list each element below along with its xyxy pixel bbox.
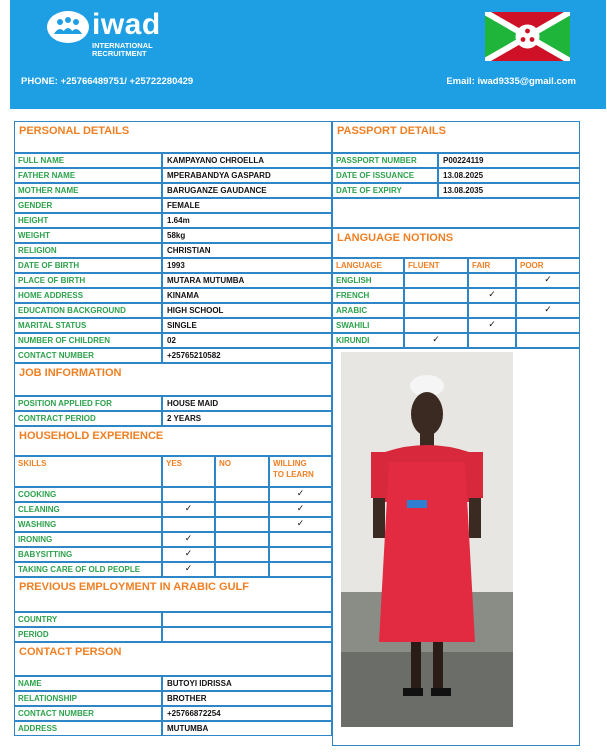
contact-value bbox=[162, 691, 332, 706]
personal-label-text: FULL NAME bbox=[18, 156, 65, 165]
passport-value-text: 13.08.2025 bbox=[443, 171, 484, 180]
header-banner bbox=[10, 0, 606, 109]
contact-label bbox=[14, 721, 162, 736]
personal-value-text: CHRISTIAN bbox=[167, 246, 211, 255]
previous-label-text: PERIOD bbox=[18, 630, 49, 639]
language-poor bbox=[516, 303, 580, 318]
language-column-header-text: FLUENT bbox=[408, 261, 440, 270]
skill-willing bbox=[269, 562, 332, 577]
language-column-header bbox=[404, 258, 468, 273]
language-name bbox=[332, 303, 404, 318]
personal-value-text: MUTARA MUTUMBA bbox=[167, 276, 245, 285]
language-name bbox=[332, 333, 404, 348]
language-name-text: SWAHILI bbox=[336, 321, 370, 330]
skill-willing bbox=[269, 487, 332, 502]
language-poor bbox=[516, 288, 580, 303]
household-experience-heading-text: HOUSEHOLD EXPERIENCE bbox=[19, 430, 164, 442]
personal-label bbox=[14, 198, 162, 213]
language-fluent bbox=[404, 333, 468, 348]
email-address: Email: iwad9335@gmail.com bbox=[446, 76, 576, 87]
language-fair-text: ✓ bbox=[488, 319, 496, 329]
language-fair bbox=[468, 303, 516, 318]
passport-details-heading bbox=[332, 121, 580, 153]
skill-label-text: CLEANING bbox=[18, 505, 60, 514]
skill-label bbox=[14, 562, 162, 577]
skill-no bbox=[215, 532, 269, 547]
passport-value bbox=[438, 183, 580, 198]
previous-value-text bbox=[163, 613, 331, 615]
skill-no bbox=[215, 547, 269, 562]
skill-willing bbox=[269, 517, 332, 532]
personal-value bbox=[162, 333, 332, 348]
personal-label-text: MOTHER NAME bbox=[18, 186, 79, 195]
no-header-text: NO bbox=[219, 459, 231, 468]
skill-label-text: TAKING CARE OF OLD PEOPLE bbox=[18, 565, 141, 574]
personal-value bbox=[162, 153, 332, 168]
personal-value-text: KINAMA bbox=[167, 291, 199, 300]
language-name-text: KIRUNDI bbox=[336, 336, 370, 345]
previous-employment-heading-text: PREVIOUS EMPLOYMENT IN ARABIC GULF bbox=[19, 581, 249, 593]
job-value-text: HOUSE MAID bbox=[167, 399, 219, 408]
personal-value-text: 1993 bbox=[167, 261, 185, 270]
language-name-text: ARABIC bbox=[336, 306, 368, 315]
contact-value-text: +25766872254 bbox=[167, 709, 221, 718]
personal-label bbox=[14, 168, 162, 183]
language-poor bbox=[516, 333, 580, 348]
blank-cell bbox=[332, 198, 580, 228]
personal-label bbox=[14, 348, 162, 363]
personal-label-text: NUMBER OF CHILDREN bbox=[18, 336, 110, 345]
logo-people-icon bbox=[46, 10, 90, 44]
language-fluent-text: ✓ bbox=[432, 334, 440, 344]
personal-value bbox=[162, 303, 332, 318]
skill-yes bbox=[162, 502, 215, 517]
contact-person-heading-text: CONTACT PERSON bbox=[19, 646, 122, 658]
previous-label-text: COUNTRY bbox=[18, 615, 58, 624]
personal-value bbox=[162, 243, 332, 258]
passport-details-heading-text: PASSPORT DETAILS bbox=[337, 125, 446, 137]
personal-label bbox=[14, 303, 162, 318]
language-fluent bbox=[404, 273, 468, 288]
skill-label-text: IRONING bbox=[18, 535, 53, 544]
language-name bbox=[332, 288, 404, 303]
skill-no bbox=[215, 502, 269, 517]
job-label bbox=[14, 411, 162, 426]
skill-label bbox=[14, 517, 162, 532]
previous-value bbox=[162, 627, 332, 642]
language-fair bbox=[468, 288, 516, 303]
yes-header bbox=[162, 456, 215, 487]
personal-value-text: SINGLE bbox=[167, 321, 197, 330]
language-fluent bbox=[404, 288, 468, 303]
personal-label-text: MARITAL STATUS bbox=[18, 321, 87, 330]
skill-label bbox=[14, 502, 162, 517]
contact-label-text: NAME bbox=[18, 679, 42, 688]
skill-yes bbox=[162, 487, 215, 502]
personal-label-text: EDUCATION BACKGROUND bbox=[18, 306, 126, 315]
skill-label-text: WASHING bbox=[18, 520, 57, 529]
logo-text: iwad bbox=[92, 8, 161, 41]
personal-value bbox=[162, 258, 332, 273]
passport-label-text: PASSPORT NUMBER bbox=[336, 156, 417, 165]
passport-value bbox=[438, 153, 580, 168]
personal-value bbox=[162, 348, 332, 363]
language-fluent bbox=[404, 318, 468, 333]
contact-label-text: ADDRESS bbox=[18, 724, 58, 733]
passport-value-text: 13.08.2035 bbox=[443, 186, 484, 195]
language-column-header bbox=[332, 258, 404, 273]
skill-willing bbox=[269, 502, 332, 517]
contact-value bbox=[162, 676, 332, 691]
personal-label bbox=[14, 183, 162, 198]
skill-label bbox=[14, 547, 162, 562]
personal-value-text: HIGH SCHOOL bbox=[167, 306, 224, 315]
job-information-heading-text: JOB INFORMATION bbox=[19, 367, 122, 379]
logo-subtitle-line-1: INTERNATIONAL bbox=[92, 41, 153, 50]
personal-value-text: 58kg bbox=[167, 231, 186, 240]
language-name bbox=[332, 318, 404, 333]
contact-value-text: MUTUMBA bbox=[167, 724, 209, 733]
language-poor bbox=[516, 318, 580, 333]
personal-label-text: RELIGION bbox=[18, 246, 57, 255]
skill-label-text: COOKING bbox=[18, 490, 57, 499]
willing-header-text: TO LEARN bbox=[273, 470, 314, 479]
yes-header-text: YES bbox=[166, 459, 183, 468]
candidate-photo-image bbox=[341, 352, 513, 727]
passport-label bbox=[332, 153, 438, 168]
skill-willing-text: ✓ bbox=[296, 488, 305, 498]
phone-numbers: PHONE: +25766489751/ +25722280429 bbox=[21, 76, 194, 87]
no-header bbox=[215, 456, 269, 487]
previous-value-text bbox=[163, 628, 331, 630]
previous-value bbox=[162, 612, 332, 627]
personal-value-text: BARUGANZE GAUDANCE bbox=[167, 186, 267, 195]
contact-label-text: RELATIONSHIP bbox=[18, 694, 77, 703]
skill-willing-text: ✓ bbox=[296, 503, 305, 513]
logo-subtitle-line-2: RECRUITMENT bbox=[92, 49, 147, 58]
personal-label bbox=[14, 228, 162, 243]
skill-willing-text: ✓ bbox=[296, 518, 305, 528]
company-logo bbox=[46, 6, 186, 66]
willing-header-text: WILLING bbox=[273, 459, 307, 468]
personal-value-text: KAMPAYANO CHROELLA bbox=[167, 156, 265, 165]
personal-label-text: FATHER NAME bbox=[18, 171, 76, 180]
personal-label-text: PLACE OF BIRTH bbox=[18, 276, 86, 285]
contact-label bbox=[14, 676, 162, 691]
language-fair-text: ✓ bbox=[488, 289, 496, 299]
personal-label bbox=[14, 273, 162, 288]
burundi-flag-icon bbox=[485, 12, 570, 61]
contact-label-text: CONTACT NUMBER bbox=[18, 709, 94, 718]
passport-label-text: DATE OF EXPIRY bbox=[336, 186, 402, 195]
personal-label bbox=[14, 258, 162, 273]
personal-value bbox=[162, 198, 332, 213]
household-experience-heading bbox=[14, 426, 332, 456]
contact-value-text: BUTOYI IDRISSA bbox=[167, 679, 232, 688]
personal-value-text: 02 bbox=[167, 336, 176, 345]
job-value-text: 2 YEARS bbox=[167, 414, 202, 423]
personal-value bbox=[162, 183, 332, 198]
previous-label bbox=[14, 627, 162, 642]
language-column-header bbox=[516, 258, 580, 273]
skill-label bbox=[14, 532, 162, 547]
language-column-header-text: FAIR bbox=[472, 261, 491, 270]
personal-label bbox=[14, 288, 162, 303]
language-notions-heading bbox=[332, 228, 580, 258]
job-label bbox=[14, 396, 162, 411]
language-fair bbox=[468, 273, 516, 288]
personal-value bbox=[162, 273, 332, 288]
skill-no bbox=[215, 562, 269, 577]
passport-value bbox=[438, 168, 580, 183]
skill-label bbox=[14, 487, 162, 502]
skill-yes bbox=[162, 532, 215, 547]
personal-label bbox=[14, 213, 162, 228]
personal-value-text: FEMALE bbox=[167, 201, 200, 210]
personal-value bbox=[162, 213, 332, 228]
passport-label-text: DATE OF ISSUANCE bbox=[336, 171, 415, 180]
job-information-heading bbox=[14, 363, 332, 396]
skill-no bbox=[215, 517, 269, 532]
skills-header-text: SKILLS bbox=[18, 459, 47, 468]
logo-subtitle bbox=[92, 42, 153, 58]
personal-value bbox=[162, 288, 332, 303]
job-value bbox=[162, 411, 332, 426]
personal-value-text: MPERABANDYA GASPARD bbox=[167, 171, 271, 180]
personal-label-text: DATE OF BIRTH bbox=[18, 261, 80, 270]
skill-yes-text: ✓ bbox=[184, 548, 193, 558]
language-poor-text: ✓ bbox=[544, 274, 552, 284]
job-label-text: POSITION APPLIED FOR bbox=[18, 399, 112, 408]
skill-yes-text: ✓ bbox=[184, 503, 193, 513]
skill-yes bbox=[162, 517, 215, 532]
personal-label bbox=[14, 333, 162, 348]
language-poor-text: ✓ bbox=[544, 304, 552, 314]
contact-label bbox=[14, 706, 162, 721]
personal-label bbox=[14, 153, 162, 168]
personal-value-text: 1.64m bbox=[167, 216, 190, 225]
willing-header bbox=[269, 456, 332, 487]
skill-yes-text: ✓ bbox=[184, 563, 193, 573]
contact-value bbox=[162, 721, 332, 736]
language-name bbox=[332, 273, 404, 288]
language-name-text: ENGLISH bbox=[336, 276, 372, 285]
language-name-text: FRENCH bbox=[336, 291, 370, 300]
contact-value bbox=[162, 706, 332, 721]
language-column-header-text: LANGUAGE bbox=[336, 261, 382, 270]
contact-label bbox=[14, 691, 162, 706]
contact-value-text: BROTHER bbox=[167, 694, 207, 703]
skill-no bbox=[215, 487, 269, 502]
personal-value bbox=[162, 318, 332, 333]
personal-label-text: WEIGHT bbox=[18, 231, 50, 240]
personal-label-text: HEIGHT bbox=[18, 216, 49, 225]
language-fair bbox=[468, 318, 516, 333]
job-label-text: CONTRACT PERIOD bbox=[18, 414, 96, 423]
previous-employment-heading bbox=[14, 577, 332, 612]
language-poor bbox=[516, 273, 580, 288]
personal-label bbox=[14, 318, 162, 333]
skill-yes bbox=[162, 562, 215, 577]
personal-label-text: CONTACT NUMBER bbox=[18, 351, 94, 360]
skill-label-text: BABYSITTING bbox=[18, 550, 73, 559]
language-fair bbox=[468, 333, 516, 348]
skill-willing bbox=[269, 532, 332, 547]
language-notions-heading-text: LANGUAGE NOTIONS bbox=[337, 232, 454, 244]
language-column-header-text: POOR bbox=[520, 261, 544, 270]
contact-person-heading bbox=[14, 642, 332, 676]
passport-label bbox=[332, 168, 438, 183]
skill-yes-text: ✓ bbox=[184, 533, 193, 543]
personal-details-heading bbox=[14, 121, 332, 153]
skill-yes bbox=[162, 547, 215, 562]
language-column-header bbox=[468, 258, 516, 273]
personal-value bbox=[162, 168, 332, 183]
skills-header bbox=[14, 456, 162, 487]
previous-label bbox=[14, 612, 162, 627]
passport-value-text: P00224119 bbox=[443, 156, 484, 165]
personal-label-text: HOME ADDRESS bbox=[18, 291, 84, 300]
personal-label-text: GENDER bbox=[18, 201, 53, 210]
personal-value bbox=[162, 228, 332, 243]
skill-willing bbox=[269, 547, 332, 562]
candidate-photo bbox=[341, 352, 513, 727]
passport-label bbox=[332, 183, 438, 198]
job-value bbox=[162, 396, 332, 411]
personal-value-text: +25765210582 bbox=[167, 351, 221, 360]
personal-label bbox=[14, 243, 162, 258]
language-fluent bbox=[404, 303, 468, 318]
personal-details-heading-text: PERSONAL DETAILS bbox=[19, 125, 130, 137]
